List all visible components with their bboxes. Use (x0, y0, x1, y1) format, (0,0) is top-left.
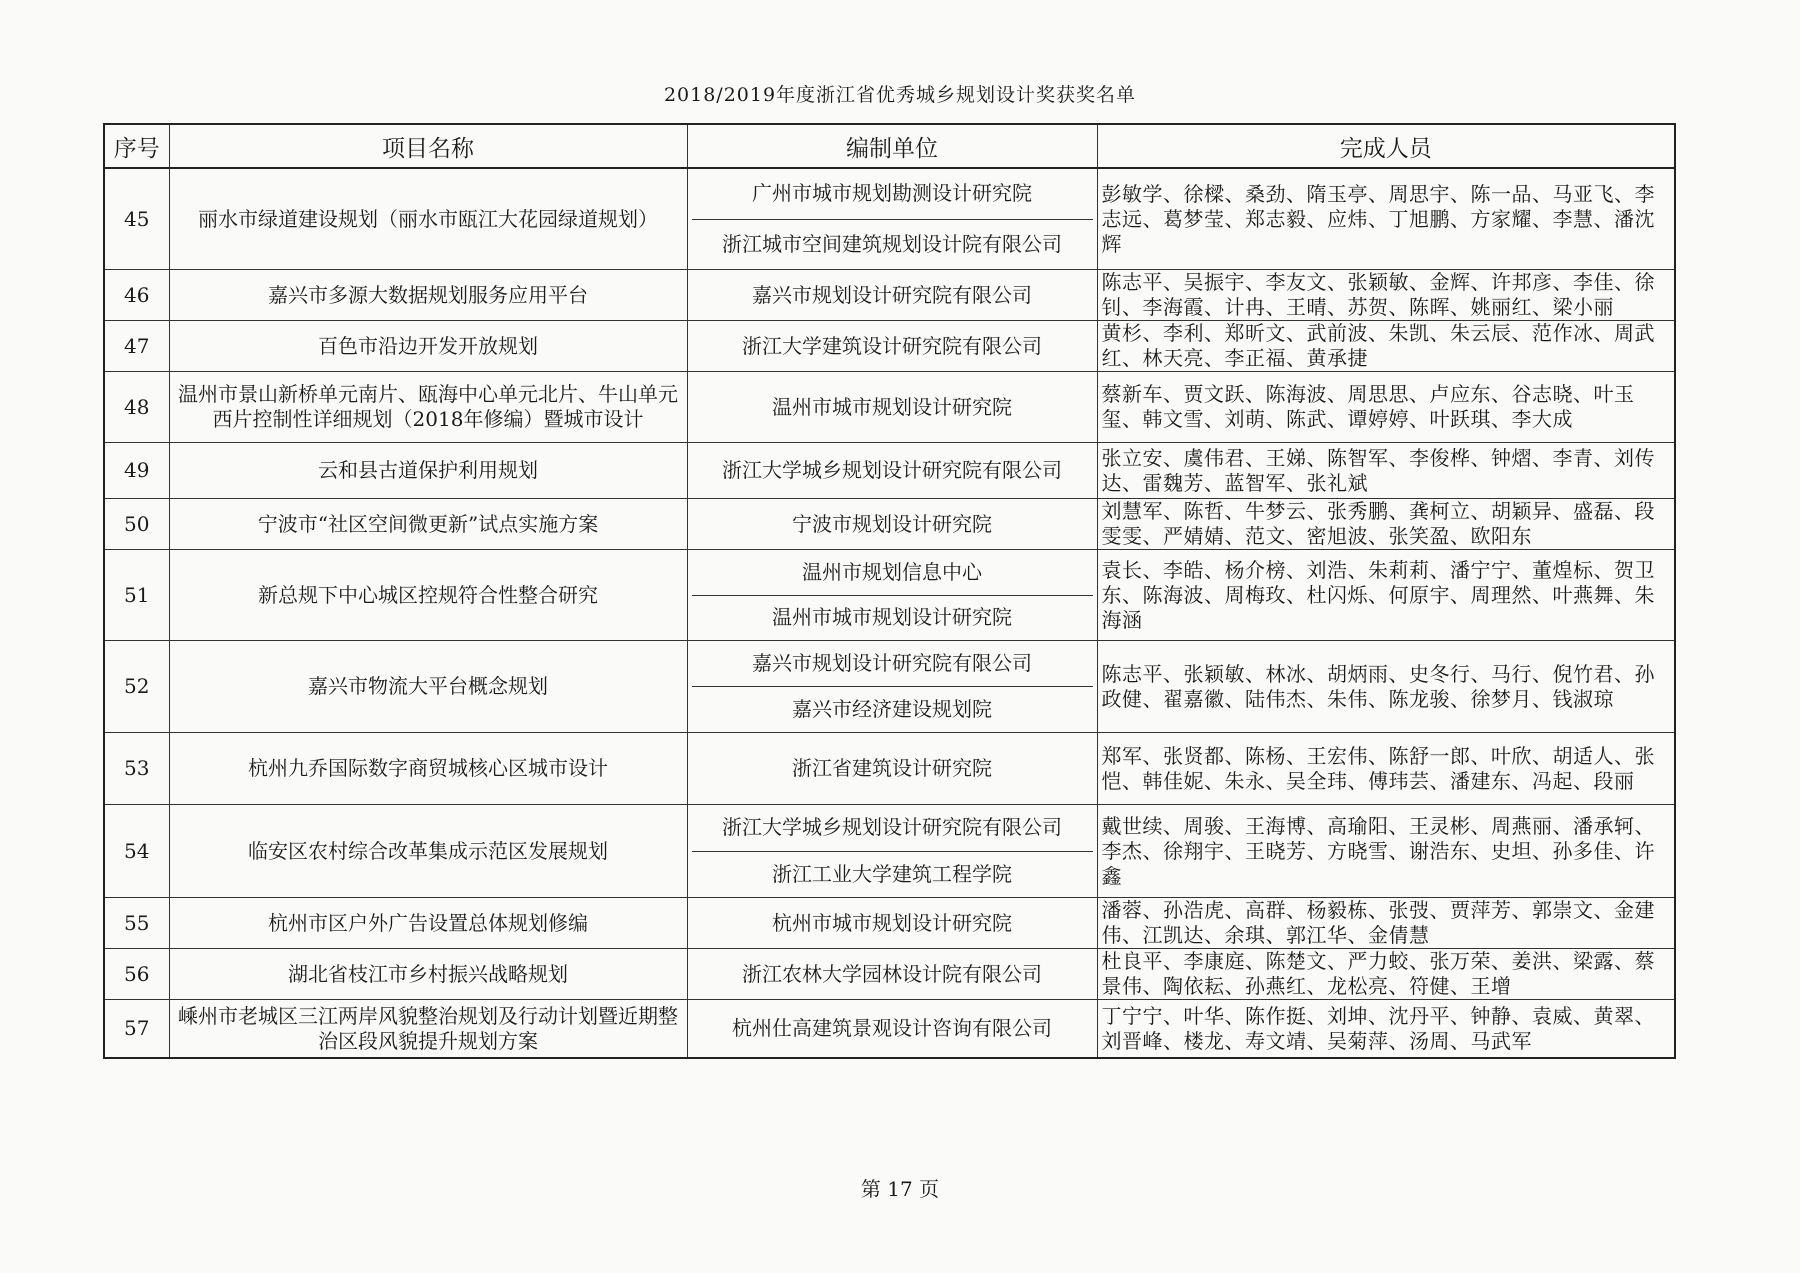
table-row (104, 321, 1675, 372)
row-members: 陈志平、吴振宇、李友文、张颖敏、金辉、许邦彦、李佳、徐钊、李海霞、计冉、王晴、苏贺、陈晖、姚丽红、梁小丽 (1097, 270, 1675, 321)
row-organization-cell (687, 321, 1097, 372)
header-project: 项目名称 (169, 124, 687, 168)
row-members: 黄杉、李利、郑昕文、武前波、朱凯、朱云辰、范作冰、周武红、林天亮、李正福、黄承捷 (1097, 321, 1675, 372)
row-project-name: 新总规下中心城区控规符合性整合研究 (169, 550, 687, 641)
organization-name: 浙江大学建筑设计研究院有限公司 (742, 333, 1042, 358)
row-seq-number: 54 (104, 805, 169, 898)
row-members: 潘蓉、孙浩虎、高群、杨毅栋、张弢、贾萍芳、郭崇文、金建伟、江凯达、余琪、郭江华、金倩慧 (1097, 898, 1675, 949)
row-project-name: 宁波市“社区空间微更新”试点实施方案 (169, 499, 687, 550)
row-members: 张立安、虞伟君、王娣、陈智军、李俊桦、钟熠、李青、刘传达、雷魏芳、蓝智军、张礼斌 (1097, 443, 1675, 499)
organization-name: 浙江大学城乡规划设计研究院有限公司 (722, 458, 1062, 482)
organization-name: 浙江工业大学建筑工程学院 (692, 851, 1093, 898)
award-table (103, 123, 1676, 1059)
row-organization-cell (687, 270, 1097, 321)
row-organization-cell (687, 372, 1097, 443)
row-seq-number: 52 (104, 641, 169, 733)
row-project-name: 湖北省枝江市乡村振兴战略规划 (169, 949, 687, 1000)
row-members: 彭敏学、徐樑、桑劲、隋玉亭、周思宇、陈一品、马亚飞、李志远、葛梦莹、郑志毅、应炜、丁旭鹏、方家耀、李慧、潘沈辉 (1097, 168, 1675, 270)
row-project-name: 温州市景山新桥单元南片、瓯海中心单元北片、牛山单元西片控制性详细规划（2018年修编）暨城市设计 (169, 372, 687, 443)
row-organization-cell (687, 1000, 1097, 1059)
row-seq-number: 55 (104, 898, 169, 949)
row-project-name: 嘉兴市多源大数据规划服务应用平台 (169, 270, 687, 321)
row-organization-cell (687, 898, 1097, 949)
table-row (104, 372, 1675, 443)
row-organization-cell (687, 499, 1097, 550)
row-organization-cell (687, 443, 1097, 499)
row-seq-number: 51 (104, 550, 169, 641)
row-seq-number: 53 (104, 733, 169, 805)
row-organization-cell (687, 805, 1097, 898)
organization-name: 杭州仕高建筑景观设计咨询有限公司 (732, 1016, 1052, 1040)
row-members: 郑军、张贤都、陈杨、王宏伟、陈舒一郎、叶欣、胡适人、张恺、韩佳妮、朱永、吴全玮、傅玮芸、潘建东、冯起、段丽 (1097, 733, 1675, 805)
header-organization: 编制单位 (687, 124, 1097, 168)
row-members: 蔡新车、贾文跃、陈海波、周思思、卢应东、谷志晓、叶玉玺、韩文雪、刘萌、陈武、谭婷婷、叶跃琪、李大成 (1097, 372, 1675, 443)
row-members: 陈志平、张颖敏、林冰、胡炳雨、史冬行、马行、倪竹君、孙政健、翟嘉徽、陆伟杰、朱伟、陈龙骏、徐梦月、钱淑琼 (1097, 641, 1675, 733)
row-organization-cell (687, 168, 1097, 270)
table-row (104, 733, 1675, 805)
row-project-name: 嘉兴市物流大平台概念规划 (169, 641, 687, 733)
organization-name: 温州市规划信息中心 (802, 559, 982, 584)
organization-name: 嘉兴市规划设计研究院有限公司 (752, 282, 1032, 307)
table-body (104, 168, 1675, 1058)
row-members: 刘慧军、陈哲、牛梦云、张秀鹏、龚柯立、胡颖异、盛磊、段雯雯、严婧婧、范文、密旭波、张笑盈、欧阳东 (1097, 499, 1675, 550)
organization-name: 宁波市规划设计研究院 (792, 511, 992, 536)
table-header-row (104, 124, 1675, 168)
row-members: 戴世续、周骏、王海博、高瑜阳、王灵彬、周燕丽、潘承轲、李杰、徐翔宇、王晓芳、方晓雪、谢浩东、史坦、孙多佳、许鑫 (1097, 805, 1675, 898)
organization-name: 温州市城市规划设计研究院 (772, 394, 1012, 419)
document-title: 2018/2019年度浙江省优秀城乡规划设计奖获奖名单 (663, 84, 1137, 106)
row-project-name: 杭州市区户外广告设置总体规划修编 (169, 898, 687, 949)
row-project-name: 临安区农村综合改革集成示范区发展规划 (169, 805, 687, 898)
header-members: 完成人员 (1097, 124, 1675, 168)
organization-name: 浙江农林大学园林设计院有限公司 (742, 961, 1042, 986)
organization-name: 浙江城市空间建筑规划设计院有限公司 (692, 219, 1093, 270)
row-members: 袁长、李皓、杨介榜、刘浩、朱莉莉、潘宁宁、董煌标、贺卫东、陈海波、周梅玫、杜闪烁、何原宇、周理然、叶燕舞、朱海涵 (1097, 550, 1675, 641)
row-organization-cell (687, 733, 1097, 805)
row-seq-number: 56 (104, 949, 169, 1000)
row-seq-number: 50 (104, 499, 169, 550)
organization-name: 浙江大学城乡规划设计研究院有限公司 (722, 815, 1062, 840)
organization-name: 杭州市城市规划设计研究院 (772, 910, 1012, 935)
table-row (104, 949, 1675, 1000)
organization-name: 浙江省建筑设计研究院 (792, 756, 992, 780)
row-organization-cell (687, 550, 1097, 641)
page-number: 第 17 页 (860, 1177, 940, 1201)
row-seq-number: 46 (104, 270, 169, 321)
table-row (104, 1000, 1675, 1059)
table-row (104, 805, 1675, 898)
row-organization-cell (687, 641, 1097, 733)
table-row (104, 168, 1675, 270)
table-row (104, 641, 1675, 733)
table-row (104, 898, 1675, 949)
row-project-name: 嵊州市老城区三江两岸风貌整治规划及行动计划暨近期整治区段风貌提升规划方案 (169, 1000, 687, 1059)
row-seq-number: 49 (104, 443, 169, 499)
row-seq-number: 57 (104, 1000, 169, 1059)
row-seq-number: 47 (104, 321, 169, 372)
row-seq-number: 48 (104, 372, 169, 443)
organization-name: 嘉兴市规划设计研究院有限公司 (752, 651, 1032, 675)
organization-name: 广州市城市规划勘测设计研究院 (752, 181, 1032, 206)
organization-name: 温州市城市规划设计研究院 (692, 595, 1093, 641)
row-seq-number: 45 (104, 168, 169, 270)
table-row (104, 443, 1675, 499)
row-members: 丁宁宁、叶华、陈作挺、刘坤、沈丹平、钟静、袁威、黄翠、刘晋峰、楼龙、寿文靖、吴菊萍、汤周、马武军 (1097, 1000, 1675, 1059)
table-row (104, 270, 1675, 321)
row-project-name: 丽水市绿道建设规划（丽水市瓯江大花园绿道规划） (169, 168, 687, 270)
table-row (104, 550, 1675, 641)
row-members: 杜良平、李康庭、陈楚文、严力蛟、张万荣、姜洪、梁露、蔡景伟、陶依耘、孙燕红、龙松亮、符健、王增 (1097, 949, 1675, 1000)
header-seq: 序号 (104, 124, 169, 168)
row-organization-cell (687, 949, 1097, 1000)
row-project-name: 杭州九乔国际数字商贸城核心区城市设计 (169, 733, 687, 805)
row-project-name: 云和县古道保护利用规划 (169, 443, 687, 499)
table-row (104, 499, 1675, 550)
row-project-name: 百色市沿边开发开放规划 (169, 321, 687, 372)
organization-name: 嘉兴市经济建设规划院 (692, 686, 1093, 732)
